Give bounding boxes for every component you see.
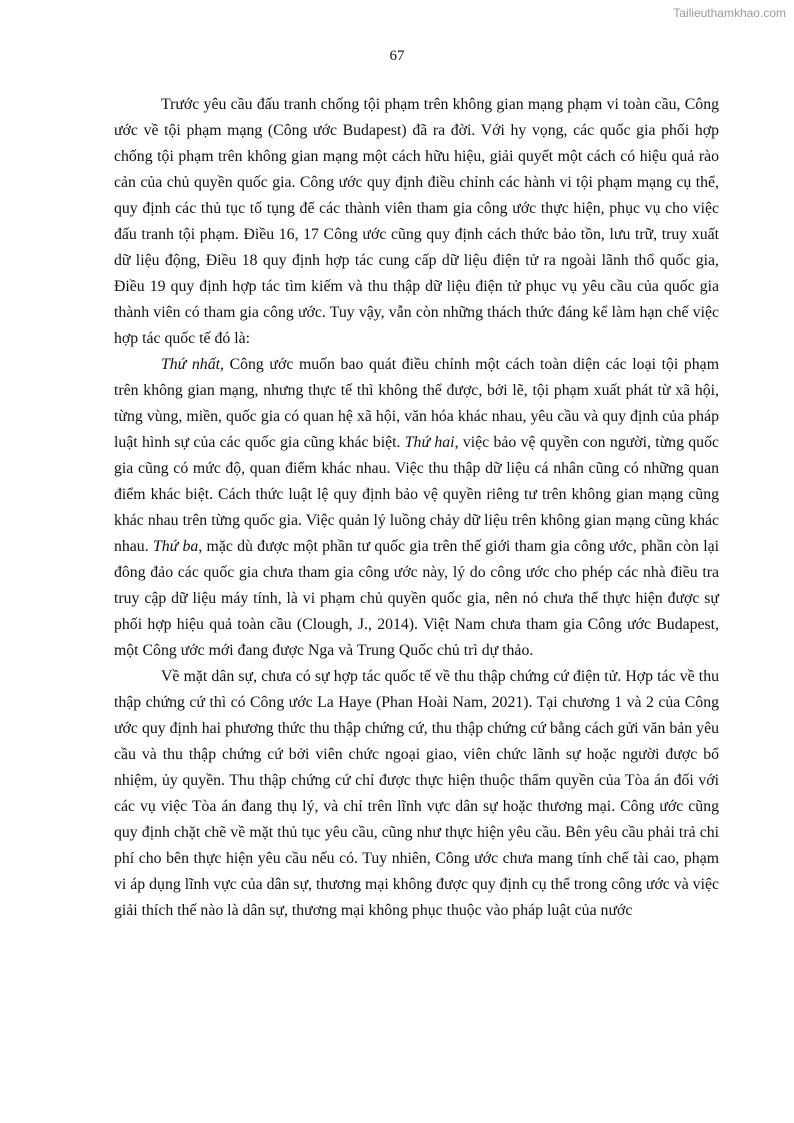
paragraph-text: Về mặt dân sự, chưa có sự hợp tác quốc tế về thu thập chứng cứ điện tử. Hợp tác về thu thập chứng cứ thì có Công ước La Haye (Phan Hoài Nam, 2021). Tại chương 1 và 2 của Công ước quy định hai phương thức thu thập chứng cứ, thu thập chứng cứ bằng cách gửi văn bản yêu cầu và thu thập chứng cứ bởi viên chức ngoại giao, viên chức lãnh sự hoặc người được bổ nhiệm, ủy quyền. Thu thập chứng cứ chỉ được thực hiện thuộc thẩm quyền của Tòa án đối với các vụ việc Tòa án đang thụ lý, và chỉ trên lĩnh vực dân sự hoặc thương mại. Công ước cũng quy định chặt chẽ về mặt thủ tục yêu cầu, cũng như thực hiện yêu cầu. Bên yêu cầu phải trả chi phí cho bên thực hiện yêu cầu nếu có. Tuy nhiên, Công ước chưa mang tính chế tài cao, phạm vi áp dụng lĩnh vực của dân sự, thương mại không được quy định cụ thể trong công ước và việc giải thích thế nào là dân sự, thương mại không phục thuộc vào pháp luật của nước (114, 668, 719, 919)
emphasis-first: Thứ nhất (161, 356, 220, 373)
paragraph-civil-cooperation (114, 664, 719, 924)
paragraph-text: , việc bảo vệ quyền con người, từng quốc gia cũng có mức độ, quan điểm khác nhau. Việc thu thập dữ liệu cá nhân cũng có những quan điểm khác biệt. Cách thức luật lệ quy định bảo vệ quyền riêng tư trên không gian mạng cũng khác nhau trên từng quốc gia. Việc quản lý luồng chảy dữ liệu trên không gian mạng cũng khác nhau. (114, 434, 719, 555)
page-number: 67 (389, 48, 405, 64)
watermark-text: Tailieuthamkhao.com (673, 6, 786, 20)
paragraph-text: , mặc dù được một phần tư quốc gia trên thế giới tham gia công ước, phần còn lại đông đảo các quốc gia chưa tham gia công ước này, lý do công ước cho phép các nhà điều tra truy cập dữ liệu máy tính, là vi phạm chủ quyền quốc gia, nên nó chưa thể thực hiện được sự phối hợp hiệu quả toàn cầu (Clough, J., 2014). Việt Nam chưa tham gia Công ước Budapest, một Công ước mới đang được Nga và Trung Quốc chủ trì dự thảo. (114, 538, 719, 659)
document-body (114, 92, 719, 924)
emphasis-second: Thứ hai (404, 434, 455, 451)
paragraph-text: , Công ước muốn bao quát điều chỉnh một cách toàn diện các loại tội phạm trên không gian mạng, nhưng thực tế thì không thể được, bởi lẽ, tội phạm xuất phát từ xã hội, từng vùng, miền, quốc gia có quan hệ xã hội, văn hóa khác nhau, yêu cầu và quy định của pháp luật hình sự của các quốc gia cũng khác biệt. (114, 356, 719, 451)
emphasis-third: Thứ ba (152, 538, 199, 555)
paragraph-budapest-convention (114, 92, 719, 352)
paragraph-challenges (114, 352, 719, 664)
paragraph-text: Trước yêu cầu đấu tranh chống tội phạm trên không gian mạng phạm vi toàn cầu, Công ước về tội phạm mạng (Công ước Budapest) đã ra đời. Với hy vọng, các quốc gia phối hợp chống tội phạm trên không gian mạng một cách hữu hiệu, giải quyết một cách có hiệu quả rào cản của chủ quyền quốc gia. Công ước quy định điều chỉnh các hành vi tội phạm mạng cụ thể, quy định các thủ tục tố tụng để các thành viên tham gia công ước thực hiện, phục vụ cho việc đấu tranh tội phạm. Điều 16, 17 Công ước cũng quy định cách thức bảo tồn, lưu trữ, truy xuất dữ liệu động, Điều 18 quy định hợp tác cung cấp dữ liệu điện tử ra ngoài lãnh thổ quốc gia, Điều 19 quy định hợp tác tìm kiếm và thu thập dữ liệu điện tử phục vụ yêu cầu của quốc gia thành viên có tham gia công ước. Tuy vậy, vẫn còn những thách thức đáng kể làm hạn chế việc hợp tác quốc tế đó là: (114, 96, 719, 347)
